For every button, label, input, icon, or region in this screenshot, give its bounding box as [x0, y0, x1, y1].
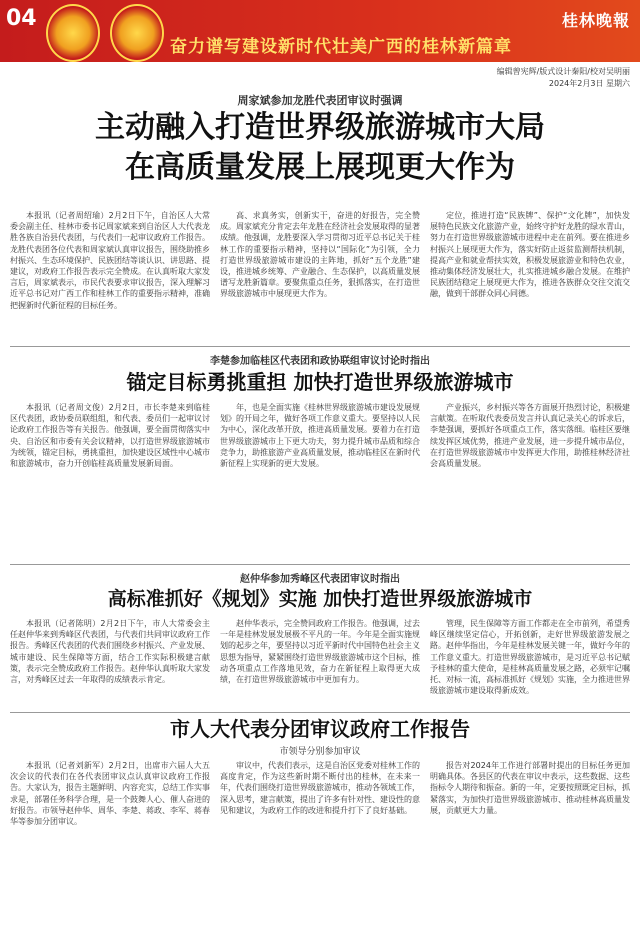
article2-column — [220, 402, 420, 562]
article2-title: 锚定目标勇挑重担 加快打造世界级旅游城市 — [126, 370, 514, 394]
article2-text: 年，也是全面实施《桂林世界级旅游城市建设发展规划》的开局之年，做好各项工作意义重大。要坚持以人民为中心，深化改革开放，推进高质量发展。要着力在打造世界级旅游城市上下更大功夫，努力提升城市品质和综合竞争力，助推旅游产业高质量发展，推动临桂区在新时代新征程上实现新的更大发展。 — [220, 403, 420, 469]
article3-column — [430, 618, 630, 710]
article3-column — [220, 618, 420, 710]
article2-column — [10, 402, 210, 562]
article1-title-line2: 在高质量发展上展现更大作为 — [125, 150, 515, 185]
article1-column — [220, 210, 420, 340]
article1-text: 高、求真务实，创新实干，奋进的好报告，完全赞成。周家斌充分肯定去年龙胜在经济社会发展取得的显著成绩。他强调，龙胜要深入学习贯彻习近平总书记关于桂林工作的重要指示精神，坚持以“国际化”为引领，全力打造世界级旅游城市建设的主阵地，抓好“五个龙胜”建设，推进城乡统筹、产业融合、生态保护，以高质量发展谱写龙胜新篇章。要聚焦重点任务，狠抓落实，在打造世界级旅游城市中展现更大作为。 — [220, 211, 420, 299]
article2-text: 本报讯（记者周文俊）2月2日，市长李楚来到临桂区代表团，政协委员联组组，和代表、委员们一起审议讨论政府工作报告等有关报告。他强调，要全面贯彻落实中央、自治区和市委有关会议精神，以打造世界级旅游城市为统领，锚定目标，勇挑重担，加快建设区域性中心城市和旅游城市，奋力开创临桂高质量发展新局面。 — [10, 403, 210, 469]
article3-column — [10, 618, 210, 710]
article4-title: 市人大代表分团审议政府工作报告 — [170, 717, 470, 741]
article3-body — [10, 618, 630, 710]
article2-kicker: 李楚参加临桂区代表团和政协联组审议讨论时指出 — [210, 356, 430, 367]
article4-column — [10, 760, 210, 922]
article1-column — [10, 210, 210, 340]
page-number: 04 — [6, 6, 37, 31]
article2-text: 产业振兴，乡村振兴等各方面展开热烈讨论，积极建言献策。在听取代表委员发言并认真记录关心的诉求后，李楚强调，要抓好各项重点工作，落实落细。临桂区要继续发挥区域优势，推进产业发展，进一步提升城市品位，在打造世界级旅游城市中发挥更大作用，助推桂林经济社会高质量发展。 — [430, 403, 630, 469]
article1-text: 定位，推进打造“民族牌”、保护“文化牌”，加快发展特色民族文化旅游产业，始终守护好龙胜的绿水青山，努力在打造世界级旅游城市进程中走在前列。要在推进乡村振兴上展现更大作为，落实好防止返贫监测帮扶机制，提高产业和就业帮扶实效，积极发展旅游业和特色农业，推动集体经济发展壮大，扎实推进城乡融合发展。在维护民族团结稳定上展现更大作为，推进各族群众交往交流交融，做到干部群众同心同德。 — [430, 211, 630, 299]
article2-column — [430, 402, 630, 562]
party-emblem-icon — [110, 4, 164, 62]
article4-body — [10, 760, 630, 922]
section-divider — [10, 712, 630, 713]
article1-body — [10, 210, 630, 340]
article3-kicker: 赵仲华参加秀峰区代表团审议时指出 — [240, 574, 400, 585]
article3-text: 管理，民生保障等方面工作都走在全市前列，希望秀峰区继续坚定信心，开拓创新，走好世界级旅游发展之路。赵仲华指出，今年是桂林发展关键一年，做好今年的工作意义重大。打造世界级旅游城市，是习近平总书记赋予桂林的重大使命，是桂林高质量发展之路，必须牢记嘱托、对标一流，高标准抓好《规划》实施，全力推进世界级旅游城市建设取得新成效。 — [430, 619, 630, 696]
article4-column — [220, 760, 420, 922]
article4-subtitle: 市领导分别参加审议 — [279, 747, 361, 757]
section-divider — [10, 564, 630, 565]
article1-column — [430, 210, 630, 340]
masthead — [0, 0, 640, 62]
section-divider — [10, 346, 630, 347]
article4-column — [430, 760, 630, 922]
article1-kicker: 周家斌参加龙胜代表团审议时强调 — [237, 94, 403, 107]
paper-name: 桂林晚報 — [561, 11, 630, 30]
article4-text: 报告对2024年工作进行部署时提出的目标任务更加明确具体。各县区的代表在审议中表示，这些数据、这些指标令人期待和振奋。新的一年，定要按照既定目标，抓紧落实，为加快打造世界级旅游城市、推动桂林高质量发展，贡献更大力量。 — [430, 761, 630, 815]
article4-text: 本报讯（记者刘新军）2月2日，出席市六届人大五次会议的代表们在各代表团审议点认真审议政府工作报告。大家认为，报告主题鲜明、内容充实，总结工作实事求是，部署任务科学合理，是一个鼓舞人心、催人奋进的好报告。市领导赵仲华、周华、李楚、蒋政、李军、蒋春华等参加分团审议。 — [10, 761, 210, 827]
article3-title: 高标准抓好《规划》实施 加快打造世界级旅游城市 — [107, 588, 533, 610]
national-emblem-icon — [46, 4, 100, 62]
issue-date: 2024年2月3日 星期六 — [548, 79, 630, 88]
article1-title-line1: 主动融入打造世界级旅游城市大局 — [95, 110, 545, 145]
article1-text: 本报讯（记者周绍瑜）2月2日下午，自治区人大常委会副主任、桂林市委书记周家斌来到自治区人大代表龙胜各族自治县代表团，与代表们一起审议政府工作报告。龙胜代表团各位代表和周家斌认真审议报告，围绕助推乡村振兴、生态环境保护、民族团结等谈认识、讲思路、提建议，对政府工作报告表示完全赞成。在认真听取大家发言后，周家斌表示，市民代表要求审议报告，深入理解习近平总书记对广西工作和桂林工作的重要指示精神，准确把握新时代新征程的目标任务。 — [10, 211, 210, 310]
article4-text: 审议中，代表们表示，这是自治区党委对桂林工作的高度肯定，作为这些新时期不断付出的桂林，在未来一年，代表们围绕打造世界级旅游城市，推动各领域工作，深入思考，建言献策，提出了许多有针对性、建设性的意见和建议，为政府工作的改进和提升打下了良好基础。 — [220, 761, 420, 815]
masthead-slogan: 奋力谱写建设新时代壮美广西的桂林新篇章 — [170, 37, 512, 57]
article2-body — [10, 402, 630, 562]
article3-text: 本报讯（记者陈明）2月2日下午，市人大常委会主任赵仲华来到秀峰区代表团，与代表们共同审议政府工作报告。秀峰区代表团的代表们围绕乡村振兴、产业发展、城市建设、民生保障等方面，结合工作实际积极建言献策，表示完全赞成政府工作报告。赵仲华认真听取大家发言，对秀峰区过去一年取得的成绩表示肯定。 — [10, 619, 210, 685]
article3-text: 赵仲华表示，完全赞同政府工作报告。他强调，过去一年是桂林发展发展极不平凡的一年。今年是全面实施规划的起步之年，要坚持以习近平新时代中国特色社会主义思想为指导，紧紧围绕打造世界级旅游城市这个目标，推动各项重点工作落地见效，奋力在新征程上取得更大成绩，在打造世界级旅游城市中更加有力。 — [220, 619, 420, 685]
editor-credits: 编辑曾宪辉/版式设计秦阳/校对吴明丽 — [496, 67, 630, 76]
